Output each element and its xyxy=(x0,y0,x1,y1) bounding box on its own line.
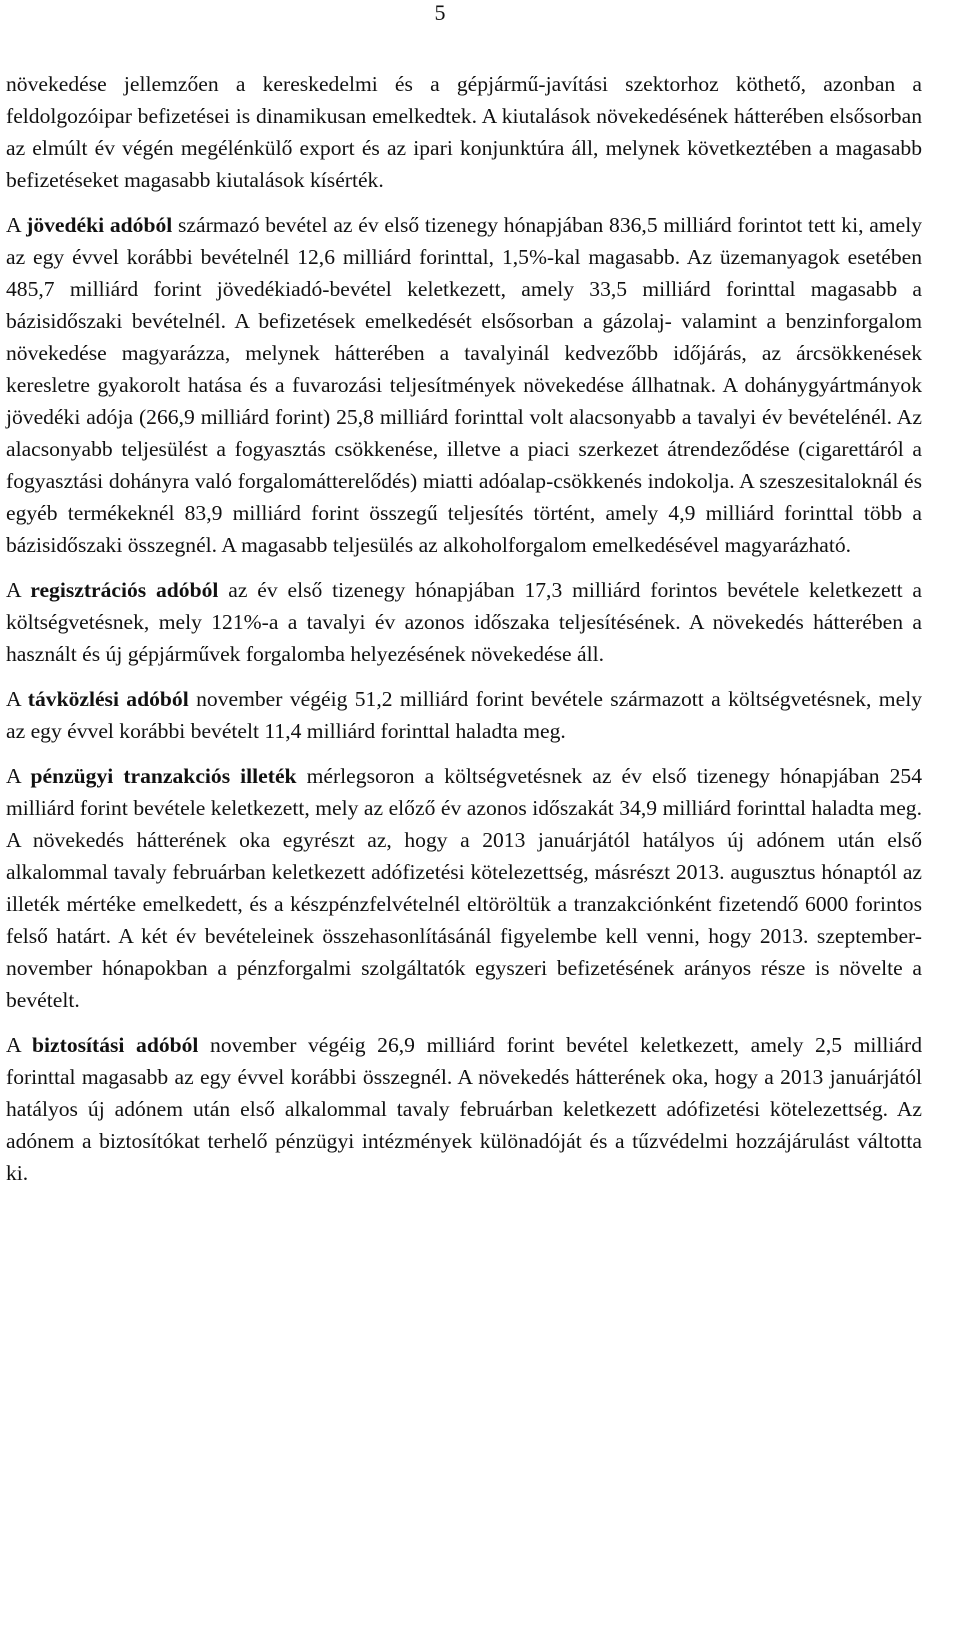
paragraph-lead: A xyxy=(6,1033,33,1057)
paragraph-excise-tax xyxy=(6,209,922,561)
paragraph-intro-text: növekedése jellemzően a kereskedelmi és a gépjármű-javítási szektorhoz köthető, azonban a feldolgozóipar befizetései is dinamikusan emelkedtek. A kiutalások növekedésének hátterében elsősorban az elmúlt év végén megélénkülő export és az ipari konjunktúra áll, melynek következtében a magasabb befizetéseket magasabb kiutalások kísérték. xyxy=(6,72,922,192)
document-body xyxy=(6,68,922,1202)
paragraph-text: november végéig 26,9 milliárd forint bevétel keletkezett, amely 2,5 milliárd forinttal magasabb az egy évvel korábbi összegnél. A növekedés hátterének oka, hogy a 2013 januárjától hatályos új adónem után első alkalommal tavaly februárban keletkezett adófizetési kötelezettség. Az adónem a biztosítókat terhelő pénzügyi intézmények különadóját és a tűzvédelmi hozzájárulást váltotta ki. xyxy=(6,1033,922,1185)
paragraph-heading-term: regisztrációs adóból xyxy=(30,578,219,602)
paragraph-heading-term: jövedéki adóból xyxy=(26,213,173,237)
paragraph-lead: A xyxy=(6,578,31,602)
paragraph-text: az év első tizenegy hónapjában 17,3 milliárd forintos bevétele keletkezett a költségvetésnek, mely 121%-a a tavalyi év azonos időszaka teljesítésének. A növekedés hátterében a használt és új gépjárművek forgalomba helyezésének növekedése áll. xyxy=(6,578,922,666)
paragraph-telecom-tax xyxy=(6,683,922,747)
paragraph-heading-term: távközlési adóból xyxy=(27,687,189,711)
page-number: 5 xyxy=(434,0,446,25)
paragraph-registration-tax xyxy=(6,574,922,670)
paragraph-insurance-tax xyxy=(6,1029,922,1189)
paragraph-lead: A xyxy=(6,764,31,788)
paragraph-transaction-levy xyxy=(6,760,922,1016)
paragraph-heading-term: biztosítási adóból xyxy=(32,1033,199,1057)
paragraph-text: származó bevétel az év első tizenegy hónapjában 836,5 milliárd forintot tett ki, amely az egy évvel korábbi bevételnél 12,6 milliárd forinttal, 1,5%-kal magasabb. Az üzemanyagok esetében 485,7 milliárd forint jövedékiadó-bevétel keletkezett, amely 33,5 milliárd forinttal magasabb a bázisidőszaki bevételnél. A befizetések emelkedését elsősorban a gázolaj- valamint a benzinforgalom növekedése magyarázza, melynek hátterében a tavalyinál kedvezőbb időjárás, az árcsökkenések keresletre gyakorolt hatása és a fuvarozási teljesítmények növekedése állhatnak. A dohánygyártmányok jövedéki adója (266,9 milliárd forint) 25,8 milliárd forinttal volt alacsonyabb a tavalyi év bevételénél. Az alacsonyabb teljesülést a fogyasztás csökkenése, illetve a piaci szerkezet átrendeződése (cigarettáról a fogyasztási dohányra való forgalomátterelődés) miatti adóalap-csökkenés indokolja. A szeszesitaloknál és egyéb termékeknél 83,9 milliárd forint összegű teljesítés történt, amely 4,9 milliárd forinttal több a bázisidőszaki összegnél. A magasabb teljesülés az alkoholforgalom emelkedésével magyarázható. xyxy=(6,213,922,557)
paragraph-intro xyxy=(6,68,922,196)
paragraph-text: mérlegsoron a költségvetésnek az év első tizenegy hónapjában 254 milliárd forint bevétele keletkezett, mely az előző év azonos időszakát 34,9 milliárd forinttal haladta meg. A növekedés hátterének oka egyrészt az, hogy a 2013 januárjától hatályos új adónem után első alkalommal tavaly februárban keletkezett adófizetési kötelezettség, másrészt 2013. augusztus hónaptól az illeték mértéke emelkedett, és a készpénzfelvételnél eltöröltük a tranzakciónként fizetendő 6000 forintos felső határt. A két év bevételeinek összehasonlításánál figyelembe kell venni, hogy 2013. szeptember-november hónapokban a pénzforgalmi szolgáltatók egyszeri befizetésének arányos része is növelte a bevételt. xyxy=(6,764,923,1012)
paragraph-lead: A xyxy=(6,213,27,237)
paragraph-heading-term: pénzügyi tranzakciós illeték xyxy=(30,764,297,788)
paragraph-text: november végéig 51,2 milliárd forint bevétele származott a költségvetésnek, mely az egy évvel korábbi bevételt 11,4 milliárd forinttal haladta meg. xyxy=(6,687,922,743)
paragraph-lead: A xyxy=(6,687,28,711)
